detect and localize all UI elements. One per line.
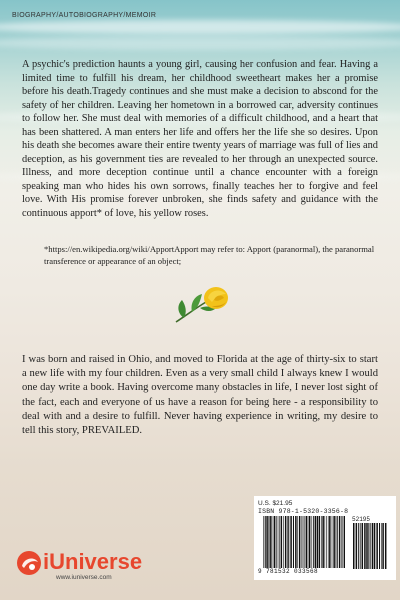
barcode-bar — [304, 516, 305, 568]
barcode-bar — [336, 516, 337, 568]
barcode-digits: 9 781532 033568 — [258, 568, 319, 575]
barcode-bar — [290, 516, 292, 568]
barcode-bar — [276, 516, 277, 568]
publisher-url: www.iuniverse.com — [56, 574, 112, 581]
barcode-bar — [273, 516, 274, 568]
barcode-bar — [312, 516, 313, 568]
apport-footnote: *https://en.wikipedia.org/wiki/ApportApport may refer to: Apport (paranormal), the paranormal transference or appearance of an object; — [44, 244, 375, 266]
barcode-bar — [337, 516, 338, 568]
isbn-label: ISBN 978-1-5320-3356-8 — [258, 508, 349, 515]
barcode-bar — [263, 516, 264, 568]
barcode-bar — [319, 516, 321, 568]
barcode-bar — [297, 516, 298, 568]
barcode-bar — [341, 516, 342, 568]
barcode-bar — [379, 523, 380, 569]
barcode-bar — [308, 516, 309, 568]
price-code: 52195 — [352, 516, 371, 523]
barcode-bar — [325, 516, 326, 568]
barcode-bar — [364, 523, 366, 569]
price-addon-barcode — [352, 523, 388, 569]
barcode-bar — [266, 516, 268, 568]
barcode-bar — [353, 523, 355, 569]
barcode-bar — [368, 523, 369, 569]
barcode-bar — [279, 516, 280, 568]
barcode-bar — [302, 516, 303, 568]
barcode-bar — [283, 516, 284, 568]
barcode-bar — [295, 516, 297, 568]
category-label: BIOGRAPHY/AUTOBIOGRAPHY/MEMOIR — [12, 12, 157, 19]
barcode-bar — [317, 516, 318, 568]
barcode-bar — [315, 516, 317, 568]
isbn-barcode — [262, 516, 346, 568]
barcode-bar — [366, 523, 368, 569]
barcode-bar — [370, 523, 371, 569]
yellow-rose-icon — [172, 278, 236, 326]
wave-foam — [0, 36, 400, 50]
barcode-bar — [382, 523, 384, 569]
barcode-bar — [321, 516, 322, 568]
barcode-bar — [281, 516, 283, 568]
barcode-bar — [265, 516, 266, 568]
barcode-bar — [285, 516, 287, 568]
barcode-bar — [274, 516, 276, 568]
barcode-bar — [326, 516, 327, 568]
book-blurb: A psychic's prediction haunts a young girl, causing her confusion and fear. Having a limited time to fulfill his dream, her childhood sweetheart makes her a promise before his death.Tragedy continues and she must make a decision to abscond for the safety of her children. Leaving her hometown in a borrowed car, adversity continues to follow her. She must deal with memories of a difficult childhood, and a heart that has been shattered. A man enters her life and offers her the life she so desires. Upon his death she becomes aware their entire twenty years of marriage was full of lies and deception, as his government ties are revealed to her through an unexpected source. Illness, and more deception continue until a chance encounter with a foreign speaking man who hides his own sorrows, finally teaches her to forgive and feel love. With His promise forever unbroken, she finds safety and guidance with the continuous apport* of love, his yellow roses. — [22, 59, 378, 219]
barcode-bar — [309, 516, 311, 568]
barcode-bar — [362, 523, 364, 569]
barcode-bar — [278, 516, 279, 568]
barcode-bar — [358, 523, 359, 569]
iuniverse-logo-icon — [16, 550, 42, 576]
author-bio: I was born and raised in Ohio, and moved to Florida at the age of thirty-six to start a new life with my four children. Even as a very small child I always knew I would one day write a book. Having overcome many obstacles in life, I never lost sight of the fact, each and everyone of us have a reason for being here - a responsibility to deal with and a desire to fulfill. Never having experience in writing, my desire to tell this story, PREVAILED. — [22, 354, 378, 437]
barcode-bar — [372, 523, 374, 569]
barcode-bar — [385, 523, 387, 569]
price-label: U.S. $21.95 — [258, 500, 293, 507]
barcode-bar — [374, 523, 376, 569]
publisher-name-text: iUniverse — [43, 549, 143, 574]
barcode-bar — [339, 516, 341, 568]
barcode-bar — [313, 516, 314, 568]
barcode-bar — [344, 516, 345, 568]
barcode-bar — [376, 523, 378, 569]
barcode-bar — [306, 516, 308, 568]
barcode-bar — [332, 516, 333, 568]
barcode-bar — [288, 516, 289, 568]
barcode-bar — [356, 523, 358, 569]
barcode-bar — [299, 516, 301, 568]
barcode-bar — [287, 516, 288, 568]
barcode-bar — [328, 516, 329, 568]
wave-foam — [0, 20, 400, 34]
barcode-bar — [333, 516, 335, 568]
publisher-name — [43, 549, 142, 575]
barcode-bar — [268, 516, 269, 568]
barcode-bar — [360, 523, 361, 569]
barcode-bar — [381, 523, 382, 569]
barcode-bar — [322, 516, 324, 568]
barcode-bar — [270, 516, 272, 568]
barcode-bar — [303, 516, 304, 568]
barcode-bar — [329, 516, 331, 568]
barcode-bar — [293, 516, 294, 568]
